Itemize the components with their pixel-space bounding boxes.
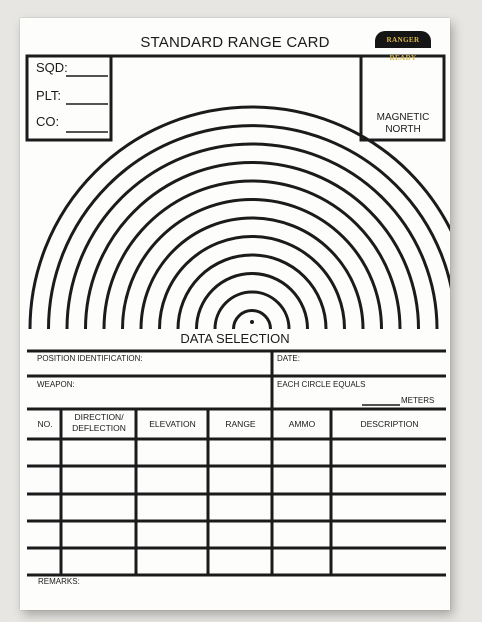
ranger-ready-badge: RANGER READY <box>375 31 431 48</box>
col-header-direction: DIRECTION/ DEFLECTION <box>72 412 126 433</box>
circle-equals-label: EACH CIRCLE EQUALS <box>277 380 366 389</box>
co-label: CO: <box>36 114 60 129</box>
position-dot <box>250 320 254 324</box>
data-selection-title: DATA SELECTION <box>180 331 290 346</box>
col-header-ammo: AMMO <box>288 419 316 429</box>
remarks-label: REMARKS: <box>38 577 80 586</box>
card-title: STANDARD RANGE CARD <box>140 34 330 51</box>
range-card <box>20 18 450 610</box>
weapon-label: WEAPON: <box>37 380 75 389</box>
date-label: DATE: <box>277 354 300 363</box>
magnetic-north-label: MAGNETIC NORTH <box>376 112 430 135</box>
meters-label: METERS <box>401 396 435 405</box>
card-grid <box>20 18 450 610</box>
col-header-range: RANGE <box>225 419 256 429</box>
plt-label: PLT: <box>36 88 62 103</box>
position-id-label: POSITION IDENTIFICATION: <box>37 354 143 363</box>
col-header-description: DESCRIPTION <box>360 419 419 429</box>
col-header-no: NO. <box>37 419 53 429</box>
sqd-label: SQD: <box>36 60 68 75</box>
col-header-elevation: ELEVATION <box>149 419 196 429</box>
